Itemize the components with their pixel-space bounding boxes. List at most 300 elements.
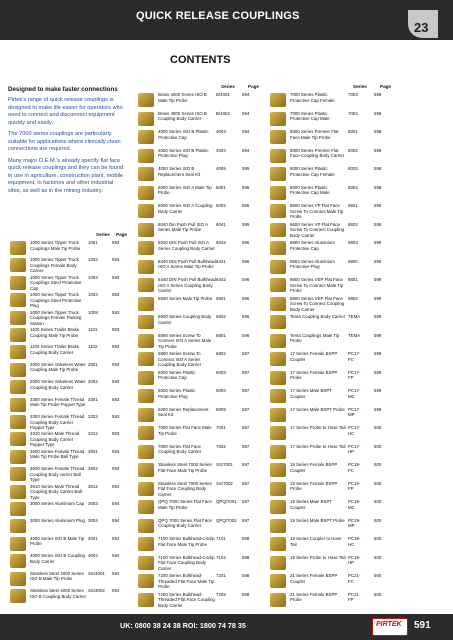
entry-page: 599	[374, 351, 382, 356]
entry-series: 6442	[216, 277, 226, 282]
entry-page: 597	[242, 462, 250, 467]
entry-description: 6800 Series Screw To Connect ISO A Series Male Tip Probe	[158, 332, 212, 349]
entry-page: 597	[242, 351, 250, 356]
coupling-thumbnail	[10, 485, 26, 499]
coupling-thumbnail	[10, 467, 26, 481]
contents-entry[interactable]	[158, 314, 250, 325]
entry-series: 6041	[216, 221, 226, 227]
contents-entry[interactable]	[290, 92, 382, 103]
entry-page: 600	[374, 517, 382, 523]
section-side-tabs	[433, 40, 453, 620]
coupling-thumbnail	[138, 482, 154, 496]
entry-description: 7200 Series Bulkhead-Threaded Flat Face Coupling Body Carrier	[158, 591, 215, 608]
contents-entry[interactable]	[158, 536, 250, 547]
contents-entry[interactable]	[290, 110, 382, 122]
entry-page: 596	[242, 295, 250, 301]
entry-description: 8600 Series VP Flat Face Screw To Connect Coupling Body Carrier	[290, 221, 345, 238]
entry-description: 8800 Series Aluminium Protective Cap	[290, 240, 335, 251]
entry-series: 7102	[216, 554, 226, 560]
entry-description: 21 Series Female BSPP Probe	[290, 591, 338, 602]
contents-entry[interactable]	[290, 499, 382, 510]
entry-series: 3004	[88, 518, 98, 524]
entry-description: Stainless Steel 7000 Series Flat Face Coupling Body Carrier	[158, 480, 212, 497]
entry-series: TEMA	[348, 332, 361, 338]
entry-page: 593	[112, 361, 120, 367]
contents-entry[interactable]	[30, 414, 120, 431]
entry-description: 6040 DIN Push Pull ISO A Series Coupling Body Carrier	[158, 240, 215, 251]
contents-entry[interactable]	[290, 406, 382, 417]
entry-page: 597	[242, 517, 250, 523]
entry-description: 1000 Series Tipper Truck Couplings Male Tip Probe	[30, 240, 81, 251]
entry-page: 593	[112, 448, 120, 454]
footer-contact: UK: 0800 38 24 38 ROI: 1800 74 78 35	[120, 621, 246, 630]
entry-page: 593	[112, 327, 120, 332]
entry-description: 7100 Series Bulkhead-Circlip Flat Face Coupling Body Carrier	[158, 554, 215, 571]
entry-description: 17 Series Probe to Hose Tail	[290, 425, 346, 430]
coupling-thumbnail	[270, 426, 286, 440]
entry-page: 599	[374, 406, 382, 412]
entry-series: 7101	[216, 536, 226, 541]
entry-description: 7000 Series Plastic Protective Cap Male	[290, 110, 330, 121]
entry-series: 8802	[348, 295, 358, 301]
contents-entry[interactable]	[158, 351, 250, 368]
entry-series: PC19-HP	[348, 554, 361, 565]
contents-entry[interactable]	[290, 166, 382, 177]
contents-entry[interactable]	[158, 221, 250, 233]
entry-description: 6440 DIN Push Pull Bulkhead ISO A Series Male Tip Probe	[158, 258, 216, 269]
entry-description: Stainless Steel 4000 Series ISO B Coupling Body Carrier	[30, 588, 87, 599]
contents-entry[interactable]	[158, 92, 250, 103]
coupling-thumbnail	[10, 398, 26, 412]
entry-page: 600	[374, 591, 382, 597]
entry-description: Brass 4000 Series ISO B Male Tip Probe	[158, 92, 207, 103]
coupling-thumbnail	[10, 311, 26, 325]
entry-description: QPQ 7000 Series Flat Face Male Tip Probe	[158, 499, 212, 510]
contents-entry[interactable]	[158, 295, 250, 302]
entry-series: 4003	[216, 129, 226, 134]
entry-description: 3310 Series Male Thread Coupling Body Carrier Poppet Type	[30, 431, 80, 448]
contents-entry[interactable]	[158, 184, 250, 196]
contents-entry[interactable]	[290, 277, 382, 294]
contents-entry[interactable]	[30, 483, 120, 501]
entry-page: 596	[242, 332, 250, 338]
entry-series: 8800	[348, 258, 358, 264]
entry-series: 7002	[216, 443, 226, 449]
entry-description: 6040 Din Push Pull ISO A Series Male Tip Probe	[158, 221, 208, 232]
entry-description: 4000 Series ISO B Coupling Body Carrier	[30, 553, 85, 564]
contents-entry[interactable]	[290, 184, 382, 196]
col3-series-header: Series	[353, 84, 367, 89]
entry-description: 3600 Series Female Thread Coupling Body carrier Ball Type	[30, 466, 85, 483]
entry-series: 8602	[348, 221, 358, 227]
contents-entry[interactable]	[158, 277, 250, 294]
entry-page: 597	[242, 499, 250, 504]
contents-entry[interactable]	[158, 388, 250, 399]
entry-series: 1101	[88, 327, 98, 332]
entry-page: 600	[374, 536, 382, 541]
entry-page: 598	[374, 110, 382, 116]
contents-entry[interactable]	[158, 240, 250, 251]
entry-page: 599	[374, 221, 382, 227]
coupling-thumbnail	[10, 537, 26, 551]
contents-entry[interactable]	[30, 466, 120, 483]
entry-page: 593	[112, 274, 120, 280]
entry-series: 1002	[88, 257, 98, 263]
coupling-thumbnail	[138, 112, 154, 126]
entry-page: 598	[374, 129, 382, 134]
entry-page: 594	[112, 483, 120, 489]
entry-description: 17 Series Female BSPP Coupler	[290, 351, 338, 362]
contents-entry[interactable]	[30, 379, 120, 390]
entry-series: PC17-MP	[348, 406, 361, 417]
entry-page: 600	[374, 480, 382, 486]
contents-entry[interactable]	[158, 166, 250, 177]
entry-description: 3000 Series Aluminium Plug	[30, 518, 85, 524]
entry-description: 3300 Series Female Thread Coupling Body Carrier Poppet Type	[30, 414, 85, 430]
entry-series: PC17-HP	[348, 443, 361, 454]
entry-page: 594	[112, 588, 120, 593]
entry-series: 4009	[216, 166, 226, 171]
contents-entry[interactable]	[290, 129, 382, 140]
contents-entry[interactable]	[30, 588, 120, 599]
entry-description: 4000 Series ISO B Replacement Seal Kit	[158, 166, 201, 177]
entry-series: PC17-MC	[348, 388, 361, 399]
coupling-thumbnail	[270, 482, 286, 496]
contents-entry[interactable]	[290, 203, 382, 220]
entry-page: 593	[112, 396, 120, 402]
entry-series: 8801	[348, 277, 358, 282]
entry-series: 8001	[348, 129, 358, 134]
contents-entry[interactable]	[158, 480, 250, 498]
coupling-thumbnail	[10, 415, 26, 429]
entry-page: 600	[374, 499, 382, 504]
contents-entry[interactable]	[30, 292, 120, 309]
contents-entry[interactable]	[158, 406, 250, 418]
entry-series: 4002	[88, 553, 98, 559]
entry-description: Brass 4000 Series ISO B Coupling Body Carrier	[158, 110, 207, 121]
coupling-thumbnail	[10, 363, 26, 377]
entry-series: SS/4001	[88, 570, 105, 576]
coupling-thumbnail	[270, 315, 286, 329]
entry-description: 3300 Series Female Thread Male Tip Probe Poppet Type	[30, 396, 86, 408]
coupling-thumbnail	[10, 589, 26, 603]
coupling-thumbnail	[270, 408, 286, 422]
entry-page: 595	[242, 221, 250, 227]
coupling-thumbnail	[138, 556, 154, 570]
contents-entry[interactable]	[158, 517, 250, 529]
coupling-thumbnail	[270, 260, 286, 274]
page-title: QUICK RELEASE COUPLINGS	[136, 10, 300, 22]
entry-series: 1008	[88, 309, 98, 315]
entry-description: 7000 Series Flat Face Coupling Body Carrier	[158, 443, 202, 454]
entry-page: 596	[242, 258, 250, 264]
entry-description: 19 Series Probe to Hose Tail	[290, 554, 346, 560]
entry-series: PC19-FC	[348, 462, 361, 473]
entry-series: 2002	[88, 379, 98, 385]
entry-page: 596	[242, 277, 250, 282]
coupling-thumbnail	[10, 380, 26, 394]
entry-page: 598	[374, 92, 382, 97]
coupling-thumbnail	[10, 554, 26, 568]
contents-entry[interactable]	[158, 554, 250, 572]
contents-entry[interactable]	[158, 332, 250, 350]
entry-description: 8600 Series VP Flat Face Screw To Connect Male Tip Probe	[290, 203, 344, 219]
col1-page-header: Page	[116, 232, 127, 237]
coupling-thumbnail	[10, 328, 26, 342]
coupling-thumbnail	[270, 463, 286, 477]
entry-series: PC17-FC	[348, 351, 361, 362]
contents-entry[interactable]	[290, 517, 382, 528]
contents-entry[interactable]	[290, 258, 382, 270]
coupling-thumbnail	[270, 149, 286, 163]
coupling-thumbnail	[138, 574, 154, 588]
coupling-thumbnail	[270, 278, 286, 292]
contents-entry[interactable]	[290, 443, 382, 454]
intro-paragraph: The 7000 series couplings are particularly suitable for applications where clinically clean connections are required.	[8, 131, 121, 153]
entry-series: 1004	[88, 292, 98, 298]
entry-series: PC19-MP	[348, 517, 361, 528]
entry-page: 593	[112, 431, 120, 437]
coupling-thumbnail	[270, 556, 286, 570]
contents-entry[interactable]	[30, 344, 120, 355]
coupling-thumbnail	[270, 389, 286, 403]
entry-series: 1003	[88, 274, 98, 280]
contents-entry[interactable]	[158, 443, 250, 455]
entry-page: 597	[242, 406, 250, 412]
entry-description: 21 Series Female BSPP Coupler	[290, 573, 338, 584]
entry-series: 6501	[216, 295, 226, 301]
contents-entry[interactable]	[158, 369, 250, 381]
coupling-thumbnail	[138, 130, 154, 144]
entry-description: 3000 Series Aluminium Cap	[30, 501, 85, 506]
contents-entry[interactable]	[290, 314, 382, 320]
entry-description: 17 Series Male BSPT Coupler	[290, 388, 332, 399]
coupling-thumbnail	[270, 167, 286, 181]
contents-entry[interactable]	[290, 573, 382, 584]
entry-series: 6502	[216, 314, 226, 319]
entry-description: 6000 Series Replacement Seal Kit	[158, 406, 209, 417]
coupling-thumbnail	[138, 260, 154, 274]
entry-description: 4000 Series ISO B Male Tip Probe	[30, 535, 85, 547]
entry-series: 4001	[88, 535, 98, 541]
entry-page: 598	[374, 184, 382, 190]
entry-description: 1000 Series Tipper Truck Couplings Steel Protective Plug	[30, 292, 82, 309]
entry-page: 599	[374, 388, 382, 393]
contents-entry[interactable]	[158, 573, 250, 590]
contents-entry[interactable]	[158, 203, 250, 214]
entry-page: 595	[242, 203, 250, 208]
coupling-thumbnail	[138, 463, 154, 477]
entry-page: 594	[112, 553, 120, 559]
contents-entry[interactable]	[290, 388, 382, 399]
contents-entry[interactable]	[30, 535, 120, 547]
coupling-thumbnail	[270, 537, 286, 551]
coupling-thumbnail	[10, 502, 26, 516]
coupling-thumbnail	[138, 241, 154, 255]
entry-page: 597	[242, 443, 250, 449]
contents-entry[interactable]	[158, 147, 250, 159]
entry-page: 593	[112, 257, 120, 263]
coupling-thumbnail	[10, 241, 26, 255]
coupling-thumbnail	[138, 389, 154, 403]
entry-description: 6800 Series Screw To Connect ISO A Series Coupling Body Carrier	[158, 351, 202, 367]
contents-entry[interactable]	[290, 240, 382, 251]
entry-description: 6000 Series Plastic Protective Plug	[158, 388, 196, 399]
coupling-thumbnail	[138, 315, 154, 329]
contents-entry[interactable]	[158, 462, 250, 473]
contents-entry[interactable]	[158, 425, 250, 436]
entry-page: 598	[242, 536, 250, 541]
coupling-thumbnail	[138, 297, 154, 311]
entry-description: 19 Series Male BSPT Coupler	[290, 499, 332, 510]
entry-page: 600	[374, 443, 382, 449]
coupling-thumbnail	[270, 334, 286, 348]
contents-entry[interactable]	[30, 396, 120, 408]
entry-description: 7000 Series Flat Face Male Tip Probe	[158, 425, 212, 436]
contents-entry[interactable]	[158, 591, 250, 609]
intro-paragraph: Many major O.E.M.'s already specify flat face quick release couplings and they can be found in use in agriculture, construction plant, mobile equipment, in factories and other industrial sites, as well as in the mining industry.	[8, 157, 124, 195]
entry-page: 593	[112, 344, 120, 350]
coupling-thumbnail	[138, 204, 154, 218]
contents-entry[interactable]	[290, 591, 382, 603]
contents-entry[interactable]	[290, 425, 382, 436]
entry-page: 598	[242, 554, 250, 560]
entry-description: 6500 Series Coupling Body Carrier	[158, 314, 212, 325]
entry-description: 4000 Series ISO B Plastic Protective Cap	[158, 129, 209, 140]
coupling-thumbnail	[270, 130, 286, 144]
entry-description: 8000 Series Premier Flat Face Male Tip Probe	[290, 129, 339, 140]
entry-description: Tema Coupling Body Carrier	[290, 314, 346, 319]
entry-page: 594	[242, 92, 250, 97]
contents-entry[interactable]	[290, 554, 382, 565]
contents-entry[interactable]	[30, 257, 120, 274]
entry-series: 1102	[88, 344, 98, 350]
contents-entry[interactable]	[290, 147, 382, 159]
contents-entry[interactable]	[30, 274, 120, 292]
entry-page: 600	[374, 573, 382, 578]
contents-entry[interactable]	[290, 351, 382, 362]
entry-page: 593	[112, 309, 120, 315]
contents-entry[interactable]	[30, 448, 120, 460]
coupling-thumbnail	[10, 519, 26, 533]
coupling-thumbnail	[138, 426, 154, 440]
contents-entry[interactable]	[158, 110, 250, 122]
contents-entry[interactable]	[30, 518, 120, 524]
entry-series: PC17-HC	[348, 425, 361, 436]
entry-description: 8804 Series Aluminium Protective Plug	[290, 258, 335, 269]
contents-entry[interactable]	[30, 501, 120, 507]
coupling-thumbnail	[270, 297, 286, 311]
entry-series: 3302	[88, 414, 98, 419]
entry-description: 17 Series Female BSPP Probe	[290, 369, 338, 380]
contents-entry[interactable]	[30, 431, 120, 448]
entry-series: 3601	[88, 448, 98, 454]
contents-entry[interactable]	[290, 369, 382, 381]
entry-page: 598	[374, 147, 382, 153]
contents-entry[interactable]	[30, 240, 120, 251]
coupling-thumbnail	[10, 293, 26, 307]
entry-description: 2000 Series Valveless Water Coupling Male Tip Probe	[30, 361, 86, 373]
coupling-thumbnail	[10, 276, 26, 290]
entry-series: 3301	[88, 396, 98, 402]
intro-heading: Designed to make faster connections	[8, 86, 118, 93]
contents-entry[interactable]	[30, 309, 120, 327]
intro-block	[8, 86, 128, 200]
coupling-thumbnail	[10, 258, 26, 272]
entry-description: 4000 Series ISO B Plastic Protective Plug	[158, 147, 209, 158]
entry-page: 600	[374, 554, 382, 560]
coupling-thumbnail	[270, 112, 286, 126]
entry-description: 19 Series Female BSPP Probe	[290, 480, 338, 491]
entry-series: B/4001	[216, 92, 230, 97]
entry-page: 593	[112, 292, 120, 298]
entry-description: 7000 Series Plastic Protective Cap Female	[290, 92, 335, 103]
entry-series: 3612	[88, 483, 98, 489]
coupling-thumbnail	[138, 149, 154, 163]
entry-series: 6801	[216, 332, 226, 338]
entry-series: PC19-HC	[348, 536, 361, 547]
coupling-thumbnail	[138, 223, 154, 237]
contents-entry[interactable]	[290, 295, 382, 313]
contents-entry[interactable]	[158, 258, 250, 270]
entry-series: 7202	[216, 591, 226, 597]
entry-series: 3312	[88, 431, 98, 437]
contents-entry[interactable]	[290, 221, 382, 239]
entry-series: 3003	[88, 501, 98, 506]
coupling-thumbnail	[270, 352, 286, 366]
entry-page: 597	[242, 480, 250, 486]
contents-entry[interactable]	[158, 499, 250, 510]
entry-description: 1100 Series Trailer Brake Coupling Body Carrier	[30, 344, 80, 355]
coupling-thumbnail	[10, 450, 26, 464]
entry-series: SS/7001	[216, 462, 233, 467]
entry-series: PC19-MC	[348, 499, 361, 510]
contents-entry[interactable]	[30, 361, 120, 373]
coupling-thumbnail	[138, 371, 154, 385]
entry-page: 600	[374, 462, 382, 467]
col3-page-header: Page	[380, 84, 391, 89]
coupling-thumbnail	[138, 352, 154, 366]
contents-entry[interactable]	[30, 570, 120, 582]
entry-series: 8003	[348, 166, 358, 171]
entry-series: 6802	[216, 351, 226, 356]
entry-series: 2001	[88, 361, 98, 367]
contents-entry[interactable]	[290, 480, 382, 492]
entry-series: 6002	[216, 203, 226, 208]
entry-series: TEMA	[348, 314, 361, 319]
entry-description: 8800 Series VEP Flat Face Screw To Connect Male Tip Probe	[290, 277, 344, 293]
contents-entry[interactable]	[30, 553, 120, 564]
col1-series-header: Series	[96, 232, 110, 237]
entry-description: Tema Couplings Male Tip Probe	[290, 332, 340, 343]
entry-page: 598	[374, 166, 382, 171]
coupling-thumbnail	[270, 445, 286, 459]
contents-entry[interactable]	[158, 129, 250, 140]
contents-entry[interactable]	[30, 327, 120, 338]
coupling-thumbnail	[138, 593, 154, 607]
coupling-thumbnail	[10, 345, 26, 359]
contents-entry[interactable]	[290, 536, 382, 547]
coupling-thumbnail	[138, 537, 154, 551]
coupling-thumbnail	[138, 445, 154, 459]
page-number: 591	[414, 620, 431, 631]
intro-paragraph: Pirtek's range of quick release couplings is designed to make life easier for operators who need to connect and disconnect equipment quickly and easily.	[8, 97, 123, 126]
coupling-thumbnail	[138, 500, 154, 514]
col2-page-header: Page	[248, 84, 259, 89]
coupling-thumbnail	[270, 500, 286, 514]
contents-entry[interactable]	[290, 332, 382, 344]
contents-entry[interactable]	[290, 462, 382, 473]
